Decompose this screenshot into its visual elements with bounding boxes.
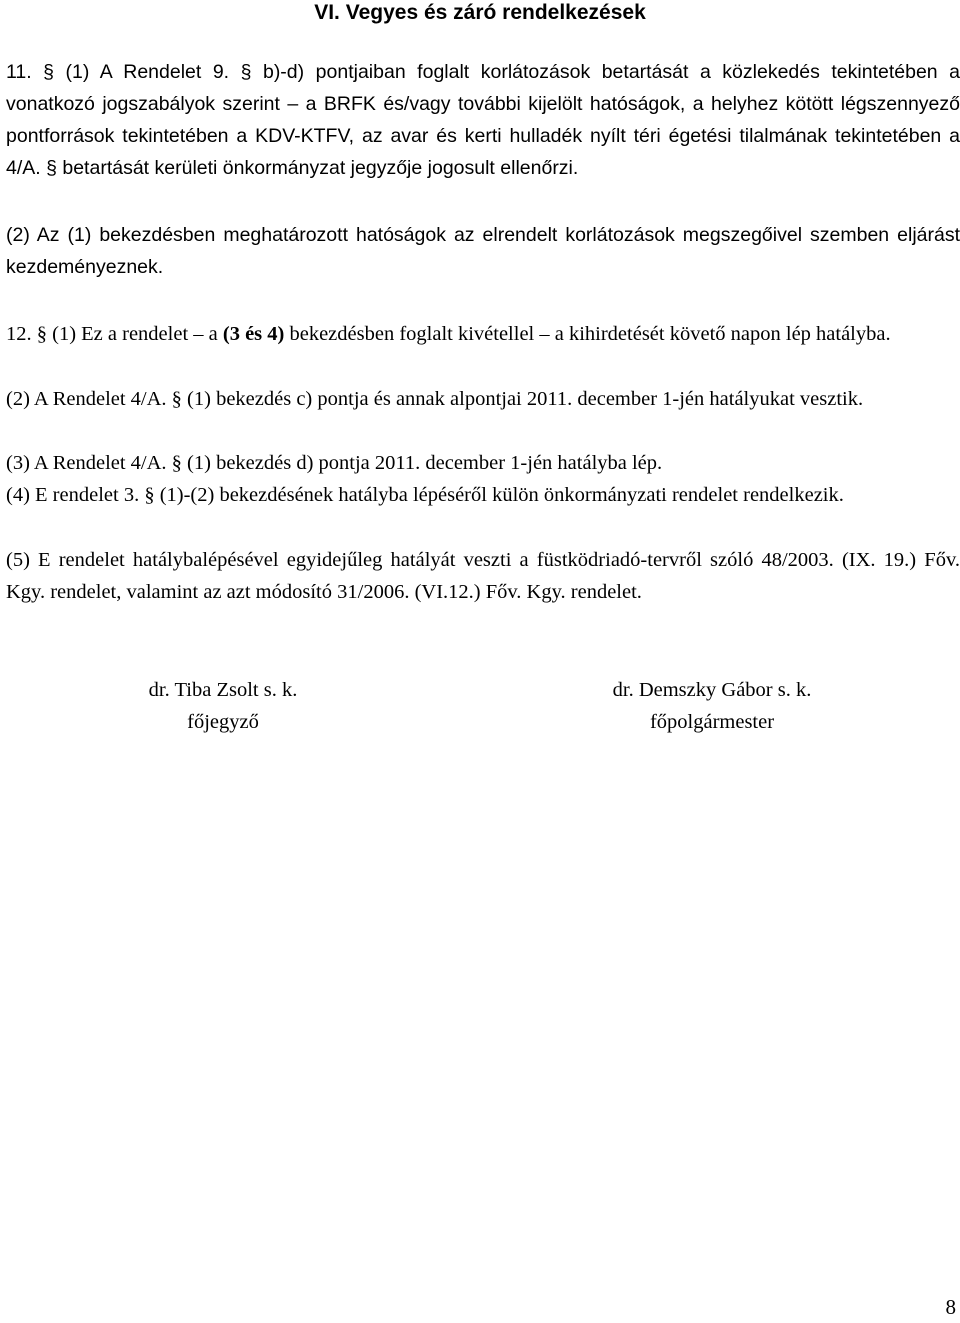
section-11-paragraph-2: (2) Az (1) bekezdésben meghatározott hatóságok az elrendelt korlátozások megszegőivel szemben eljárást kezdeményeznek.: [6, 224, 960, 278]
section-12-paragraph-1-bold: (3 és 4): [222, 323, 285, 345]
page-number: 8: [945, 1295, 956, 1319]
signature-title: főjegyző: [187, 711, 259, 733]
signature-block-mayor: [562, 674, 862, 738]
chapter-heading: VI. Vegyes és záró rendelkezések: [314, 1, 646, 24]
section-12-paragraph-4: (4) E rendelet 3. § (1)-(2) bekezdésének hatályba lépéséről külön önkormányzati rendelet rendelkezik.: [6, 484, 844, 506]
section-11-paragraph-1: 11. § (1) A Rendelet 9. § b)-d) pontjaiban foglalt korlátozások betartását a közlekedés tekintetében a vonatkozó jogszabályok szerint – a BRFK és/vagy további kijelölt hatóságok, a helyhez kötött légszennyező pontforrások tekintetében a KDV-KTFV, az avar és kerti hulladék nyílt téri égetési tilalmának tekintetében a 4/A. § betartását kerületi önkormányzat jegyzője jogosult ellenőrzi.: [6, 61, 960, 179]
section-12-paragraph-2: (2) A Rendelet 4/A. § (1) bekezdés c) pontja és annak alpontjai 2011. december 1-jén hatályukat vesztik.: [6, 388, 864, 410]
signature-name: dr. Tiba Zsolt s. k.: [148, 679, 298, 701]
section-12-paragraph-1-end: bekezdésben foglalt kivétellel – a kihirdetését követő napon lép hatályba.: [284, 323, 891, 345]
signature-block-notary: [73, 674, 373, 738]
section-12-paragraph-1-start: 12. § (1) Ez a rendelet – a: [6, 323, 223, 345]
signature-title: főpolgármester: [649, 711, 775, 733]
section-12-paragraph-1: [6, 318, 960, 350]
signature-name: dr. Demszky Gábor s. k.: [612, 679, 812, 701]
section-12-paragraph-5: (5) E rendelet hatálybalépésével egyidejűleg hatályát veszti a füstködriadó-tervről szóló 48/2003. (IX. 19.) Főv. Kgy. rendelet, valamint az azt módosító 31/2006. (VI.12.) Főv. Kgy. rendelet.: [6, 549, 960, 603]
section-12-paragraph-3: (3) A Rendelet 4/A. § (1) bekezdés d) pontja 2011. december 1-jén hatályba lép.: [6, 452, 663, 474]
